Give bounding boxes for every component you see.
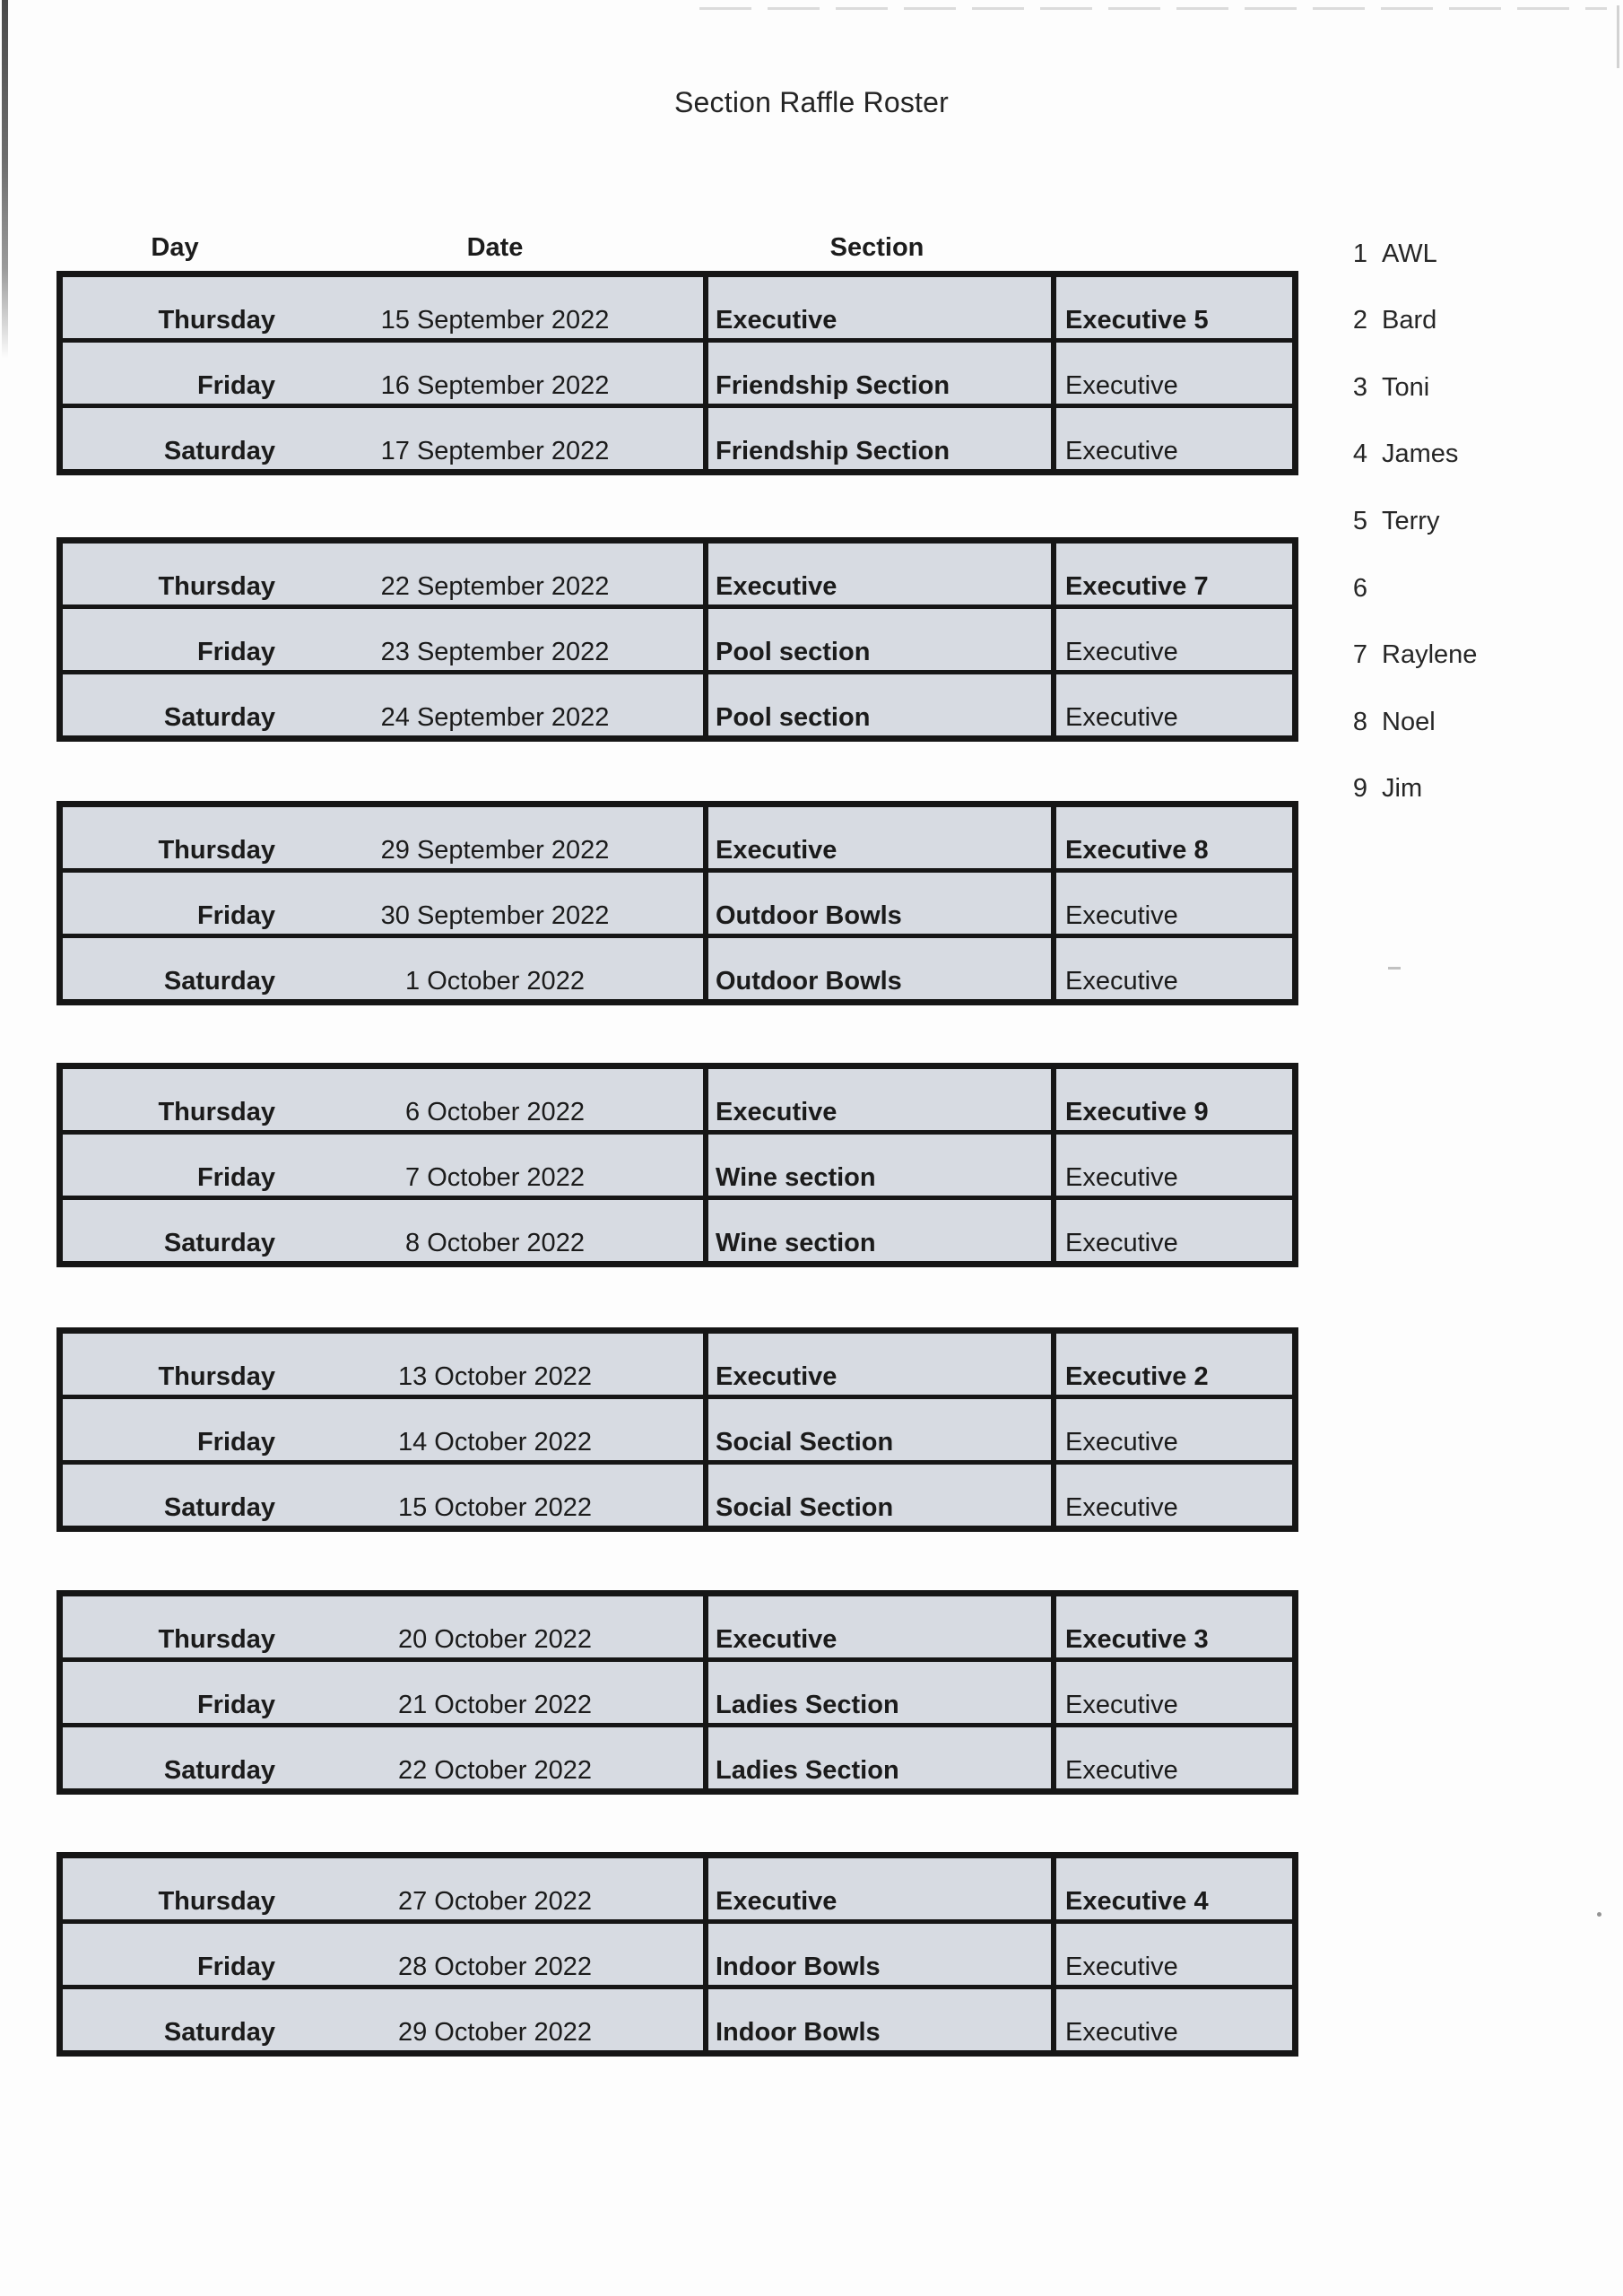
table-row	[63, 1596, 1292, 1657]
duty-cell: Executive	[1051, 1727, 1292, 1788]
duty-cell: Executive	[1051, 1465, 1292, 1526]
roster-list-item	[1341, 555, 1382, 622]
day-cell: Friday	[196, 1952, 275, 1981]
date-cell: 15 September 2022	[380, 305, 610, 335]
day-cell: Friday	[196, 637, 275, 666]
table-row	[63, 338, 1292, 404]
section-cell: Friendship Section	[703, 343, 1051, 404]
roster-item-number: 3	[1352, 372, 1367, 402]
day-cell: Thursday	[158, 1624, 275, 1654]
roster-list-item	[1341, 488, 1439, 554]
date-cell: 29 September 2022	[380, 835, 610, 865]
column-header-row	[63, 230, 1292, 265]
section-cell: Executive	[703, 277, 1051, 338]
table-row	[63, 807, 1292, 868]
duty-cell: Executive	[1051, 1135, 1292, 1196]
duty-cell: Executive	[1051, 938, 1292, 999]
table-row	[63, 1130, 1292, 1196]
duty-cell: Executive	[1051, 343, 1292, 404]
roster-item-name: Toni	[1382, 372, 1430, 402]
table-row	[63, 670, 1292, 735]
roster-item-number: 1	[1352, 239, 1367, 268]
roster-list-item	[1341, 689, 1436, 755]
date-cell: 23 September 2022	[380, 637, 610, 666]
column-header-day: Day	[151, 233, 199, 262]
duty-cell: Executive	[1051, 1924, 1292, 1985]
date-cell: 24 September 2022	[380, 702, 610, 732]
section-cell: Wine section	[703, 1135, 1051, 1196]
scan-top-edge-artifact	[699, 7, 1607, 10]
roster-list-item	[1341, 288, 1436, 354]
scan-right-edge-artifact	[1617, 5, 1619, 68]
section-cell: Executive	[703, 1069, 1051, 1130]
date-cell: 8 October 2022	[405, 1228, 585, 1257]
table-row	[63, 868, 1292, 934]
roster-item-name: AWL	[1382, 239, 1437, 268]
scan-speck-dash	[1388, 967, 1401, 970]
section-cell: Indoor Bowls	[703, 1989, 1051, 2050]
date-cell: 14 October 2022	[397, 1427, 593, 1457]
table-row	[63, 1069, 1292, 1130]
day-cell: Friday	[196, 900, 275, 930]
day-cell: Friday	[196, 370, 275, 400]
table-row	[63, 1395, 1292, 1460]
table-row	[63, 1657, 1292, 1723]
day-cell: Saturday	[163, 702, 275, 732]
page-title: Section Raffle Roster	[674, 86, 949, 118]
column-header-blank	[1051, 230, 1292, 265]
roster-item-name: Terry	[1382, 506, 1440, 535]
roster-item-number: 6	[1352, 573, 1367, 603]
table-row	[63, 1723, 1292, 1788]
duty-cell: Executive 2	[1051, 1334, 1292, 1395]
day-cell: Saturday	[163, 1228, 275, 1257]
date-cell: 6 October 2022	[405, 1097, 585, 1126]
day-cell: Friday	[196, 1690, 275, 1719]
duty-cell: Executive 5	[1051, 277, 1292, 338]
table-row	[63, 934, 1292, 999]
roster-list-item	[1341, 354, 1429, 421]
roster-item-name: James	[1382, 439, 1459, 469]
section-cell: Social Section	[703, 1465, 1051, 1526]
day-cell: Thursday	[158, 835, 275, 865]
date-cell: 15 October 2022	[397, 1492, 593, 1522]
table-row	[63, 404, 1292, 469]
duty-cell: Executive 7	[1051, 544, 1292, 604]
duty-cell: Executive	[1051, 609, 1292, 670]
day-cell: Thursday	[158, 1097, 275, 1126]
table-row	[63, 1196, 1292, 1261]
duty-cell: Executive 3	[1051, 1596, 1292, 1657]
scan-left-edge-artifact	[2, 0, 8, 359]
roster-item-number: 5	[1352, 506, 1367, 535]
day-cell: Saturday	[163, 2017, 275, 2047]
duty-cell: Executive	[1051, 1989, 1292, 2050]
date-cell: 7 October 2022	[405, 1162, 585, 1192]
section-cell: Pool section	[703, 674, 1051, 735]
duty-cell: Executive 8	[1051, 807, 1292, 868]
roster-item-number: 9	[1352, 774, 1367, 804]
section-cell: Outdoor Bowls	[703, 873, 1051, 934]
roster-table-2	[56, 537, 1298, 742]
roster-table-5	[56, 1327, 1298, 1532]
day-cell: Friday	[196, 1162, 275, 1192]
duty-cell: Executive	[1051, 873, 1292, 934]
duty-cell: Executive	[1051, 674, 1292, 735]
roster-table-3	[56, 801, 1298, 1005]
day-cell: Saturday	[163, 436, 275, 465]
roster-item-number: 8	[1352, 707, 1367, 736]
section-cell: Executive	[703, 1334, 1051, 1395]
date-cell: 27 October 2022	[397, 1886, 593, 1916]
roster-list-item	[1341, 221, 1437, 287]
day-cell: Thursday	[158, 1886, 275, 1916]
section-cell: Social Section	[703, 1399, 1051, 1460]
scan-speck-dot	[1597, 1912, 1601, 1917]
date-cell: 22 October 2022	[397, 1755, 593, 1785]
roster-item-name: Noel	[1382, 707, 1436, 736]
section-cell: Friendship Section	[703, 408, 1051, 469]
table-row	[63, 277, 1292, 338]
roster-item-number: 4	[1352, 439, 1367, 469]
table-row	[63, 1858, 1292, 1919]
day-cell: Saturday	[163, 1492, 275, 1522]
date-cell: 30 September 2022	[380, 900, 610, 930]
section-cell: Executive	[703, 1858, 1051, 1919]
section-cell: Executive	[703, 1596, 1051, 1657]
section-cell: Ladies Section	[703, 1727, 1051, 1788]
roster-list-item	[1341, 422, 1458, 488]
date-cell: 17 September 2022	[380, 436, 610, 465]
roster-item-name: Jim	[1382, 774, 1423, 804]
section-cell: Wine section	[703, 1200, 1051, 1261]
date-cell: 28 October 2022	[397, 1952, 593, 1981]
table-row	[63, 1919, 1292, 1985]
duty-cell: Executive	[1051, 1399, 1292, 1460]
section-cell: Outdoor Bowls	[703, 938, 1051, 999]
section-cell: Executive	[703, 807, 1051, 868]
table-row	[63, 604, 1292, 670]
roster-item-number: 2	[1352, 306, 1367, 335]
day-cell: Thursday	[158, 571, 275, 601]
date-cell: 20 October 2022	[397, 1624, 593, 1654]
day-cell: Saturday	[163, 966, 275, 996]
roster-item-name: Raylene	[1382, 640, 1478, 670]
section-cell: Indoor Bowls	[703, 1924, 1051, 1985]
column-header-section: Section	[829, 233, 924, 262]
roster-item-name: Bard	[1382, 306, 1437, 335]
date-cell: 16 September 2022	[380, 370, 610, 400]
roster-table-7	[56, 1852, 1298, 2057]
section-cell: Pool section	[703, 609, 1051, 670]
duty-cell: Executive	[1051, 1662, 1292, 1723]
date-cell: 13 October 2022	[397, 1361, 593, 1391]
table-row	[63, 544, 1292, 604]
roster-table-6	[56, 1590, 1298, 1795]
section-cell: Executive	[703, 544, 1051, 604]
table-row	[63, 1334, 1292, 1395]
table-row	[63, 1460, 1292, 1526]
duty-cell: Executive	[1051, 1200, 1292, 1261]
roster-item-number: 7	[1352, 640, 1367, 670]
column-header-date: Date	[466, 233, 524, 262]
day-cell: Thursday	[158, 305, 275, 335]
table-row	[63, 1985, 1292, 2050]
roster-table-4	[56, 1063, 1298, 1267]
roster-list-item	[1341, 756, 1422, 822]
section-cell: Ladies Section	[703, 1662, 1051, 1723]
date-cell: 1 October 2022	[405, 966, 585, 996]
day-cell: Thursday	[158, 1361, 275, 1391]
duty-cell: Executive 4	[1051, 1858, 1292, 1919]
roster-table-1	[56, 271, 1298, 475]
date-cell: 21 October 2022	[397, 1690, 593, 1719]
duty-cell: Executive	[1051, 408, 1292, 469]
day-cell: Saturday	[163, 1755, 275, 1785]
duty-cell: Executive 9	[1051, 1069, 1292, 1130]
date-cell: 29 October 2022	[397, 2017, 593, 2047]
date-cell: 22 September 2022	[380, 571, 610, 601]
day-cell: Friday	[196, 1427, 275, 1457]
roster-list-item	[1341, 622, 1477, 689]
